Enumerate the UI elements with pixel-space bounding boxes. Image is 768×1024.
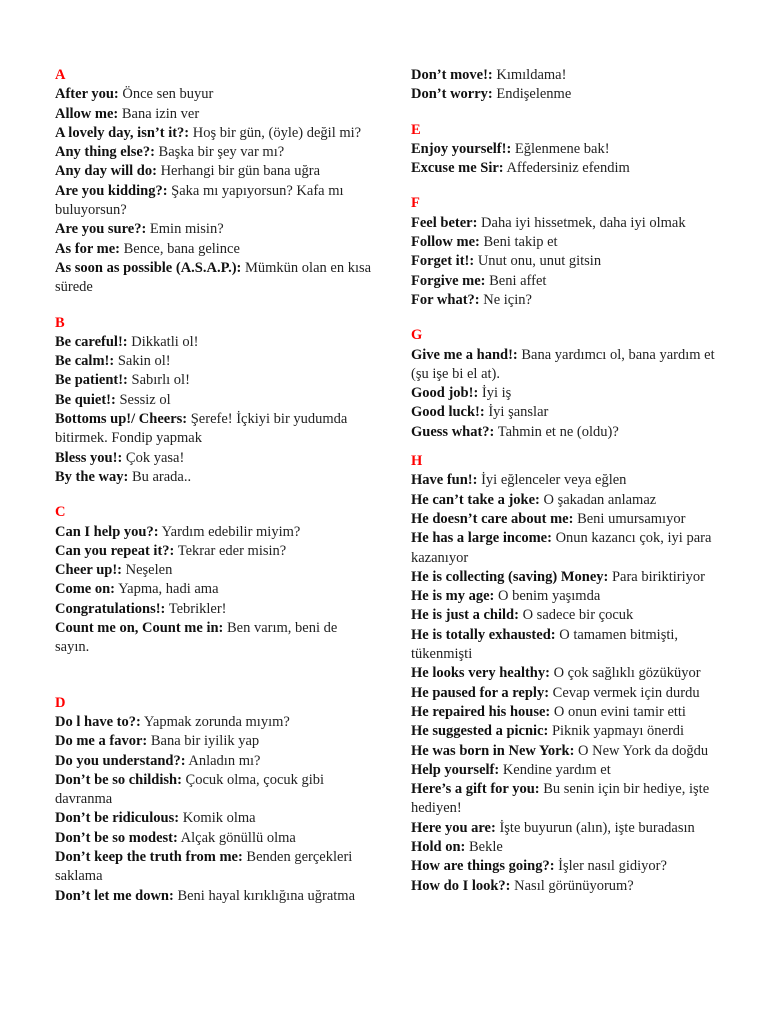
phrase-entry <box>55 162 375 181</box>
turkish-meaning: Bekle <box>469 838 503 855</box>
phrase-entry <box>411 423 731 442</box>
phrase-entry <box>411 66 731 85</box>
english-phrase: Be quiet!: <box>55 391 116 408</box>
phrase-entry <box>411 291 731 310</box>
english-phrase: Count me on, Count me in: <box>55 620 224 637</box>
phrase-entry <box>55 105 375 124</box>
turkish-meaning: İyi iş <box>481 385 512 402</box>
phrase-entry <box>55 523 375 542</box>
english-phrase: Don’t be ridiculous: <box>55 810 180 827</box>
english-phrase: Be calm!: <box>55 353 115 370</box>
turkish-meaning: Ben varım, beni de sayın. <box>55 620 338 656</box>
english-phrase: Hold on: <box>411 838 466 855</box>
english-phrase: Do l have to?: <box>55 713 141 730</box>
turkish-meaning: İyi şanslar <box>488 404 549 421</box>
phrase-entry <box>411 606 731 625</box>
turkish-meaning: Mümkün olan en kısa sürede <box>55 259 372 296</box>
turkish-meaning: Çocuk olma, çocuk gibi davranma <box>55 771 325 808</box>
english-phrase: Are you sure?: <box>55 221 147 238</box>
english-phrase: He looks very healthy: <box>411 665 550 682</box>
phrase-entry <box>55 143 375 162</box>
english-phrase: Don’t let me down: <box>55 887 174 904</box>
section-d <box>55 694 375 906</box>
turkish-meaning: Hoş bir gün, (öyle) değil mi? <box>192 124 362 141</box>
english-phrase: Good luck!: <box>411 404 485 421</box>
section-letter: F <box>411 195 420 212</box>
turkish-meaning: Önce sen buyur <box>122 86 214 103</box>
turkish-meaning: Anladın mı? <box>188 752 261 769</box>
turkish-meaning: Beni affet <box>489 272 547 289</box>
turkish-meaning: Nasıl görünüyorum? <box>514 877 634 894</box>
turkish-meaning: Para biriktiriyor <box>611 568 705 585</box>
english-phrase: Cheer up!: <box>55 562 122 579</box>
phrase-entry <box>411 85 731 104</box>
turkish-meaning: O onun evini tamir etti <box>553 703 686 720</box>
english-phrase: Congratulations!: <box>55 600 166 617</box>
phrase-entry <box>55 333 375 352</box>
phrase-entry <box>411 384 731 403</box>
english-phrase: He is collecting (saving) Money: <box>411 568 609 585</box>
phrase-entry <box>411 272 731 291</box>
turkish-meaning: Sessiz ol <box>119 391 171 408</box>
english-phrase: Enjoy yourself!: <box>411 140 512 157</box>
left-column <box>55 66 375 906</box>
phrase-entry <box>55 85 375 104</box>
phrase-entry <box>55 732 375 751</box>
section-letter: A <box>55 67 66 83</box>
section-h <box>411 452 731 896</box>
phrase-entry <box>411 159 731 178</box>
english-phrase: Excuse me Sir: <box>411 160 504 177</box>
turkish-meaning: Bana izin ver <box>121 105 200 122</box>
english-phrase: Can I help you?: <box>55 523 159 540</box>
turkish-meaning: Piknik yapmayı önerdi <box>551 723 685 740</box>
turkish-meaning: Emin misin? <box>149 221 224 238</box>
turkish-meaning: Bence, bana gelince <box>123 240 240 257</box>
phrase-entry <box>55 619 375 658</box>
phrase-entry <box>55 410 375 449</box>
section-continued <box>411 66 731 105</box>
turkish-meaning: O New York da doğdu <box>578 742 709 759</box>
phrase-entry <box>55 600 375 619</box>
turkish-meaning: Kımıldama! <box>496 67 567 83</box>
turkish-meaning: Ne için? <box>483 291 532 308</box>
phrase-entry <box>411 626 731 665</box>
turkish-meaning: Beni takip et <box>483 234 558 251</box>
phrase-entry <box>55 561 375 580</box>
phrase-entry <box>411 346 731 385</box>
section-letter: B <box>55 314 65 331</box>
english-phrase: Any day will do: <box>55 163 157 180</box>
phrase-entry <box>411 780 731 819</box>
turkish-meaning: Bu senin için bir hediye, işte hediyen! <box>411 781 710 817</box>
english-phrase: Bless you!: <box>55 449 123 466</box>
section-letter: E <box>411 121 421 138</box>
english-phrase: Be patient!: <box>55 372 128 389</box>
turkish-meaning: Tekrar eder misin? <box>177 542 287 559</box>
phrase-entry <box>55 240 375 259</box>
turkish-meaning: Benden gerçekleri saklama <box>55 848 353 885</box>
phrase-entry <box>411 684 731 703</box>
phrase-entry <box>411 664 731 683</box>
english-phrase: For what?: <box>411 291 480 308</box>
english-phrase: Guess what?: <box>411 423 495 440</box>
english-phrase: Don’t keep the truth from me: <box>55 848 243 865</box>
english-phrase: Help yourself: <box>411 761 500 778</box>
phrase-entry <box>411 587 731 606</box>
english-phrase: He doesn’t care about me: <box>411 510 574 527</box>
turkish-meaning: O çok sağlıklı gözüküyor <box>553 665 701 682</box>
phrase-entry <box>55 580 375 599</box>
phrase-entry <box>55 809 375 828</box>
turkish-meaning: Endişelenme <box>496 86 572 103</box>
english-phrase: As soon as possible (A.S.A.P.): <box>55 259 242 276</box>
phrase-entry <box>411 857 731 876</box>
section-letter: D <box>55 694 66 711</box>
turkish-meaning: İşte buyurun (alın), işte buradasın <box>499 819 695 836</box>
turkish-meaning: O şakadan anlamaz <box>543 491 657 508</box>
section-a <box>55 66 375 298</box>
english-phrase: He has a large income: <box>411 530 552 547</box>
turkish-meaning: Çok yasa! <box>125 449 185 466</box>
turkish-meaning: Neşelen <box>125 562 173 579</box>
english-phrase: He was born in New York: <box>411 742 575 759</box>
phrase-entry <box>55 259 375 298</box>
phrase-entry <box>411 703 731 722</box>
turkish-meaning: Bana bir iyilik yap <box>150 733 260 750</box>
english-phrase: By the way: <box>55 468 129 485</box>
phrase-entry <box>55 468 375 487</box>
phrase-entry <box>55 182 375 221</box>
english-phrase: Follow me: <box>411 234 480 251</box>
phrase-entry <box>55 449 375 468</box>
turkish-meaning: Yapmak zorunda mıyım? <box>143 713 290 730</box>
english-phrase: Come on: <box>55 581 116 598</box>
english-phrase: He suggested a picnic: <box>411 723 549 740</box>
english-phrase: Don’t worry: <box>411 86 493 103</box>
english-phrase: Have fun!: <box>411 472 478 489</box>
phrase-entry <box>55 829 375 848</box>
english-phrase: Here you are: <box>411 819 496 836</box>
phrase-entry <box>411 819 731 838</box>
english-phrase: He paused for a reply: <box>411 684 550 701</box>
turkish-meaning: Tebrikler! <box>168 600 227 617</box>
phrase-entry <box>411 722 731 741</box>
english-phrase: Do you understand?: <box>55 752 186 769</box>
turkish-meaning: İşler nasıl gidiyor? <box>558 858 667 875</box>
english-phrase: Do me a favor: <box>55 733 148 750</box>
turkish-meaning: Onun kazancı çok, iyi para kazanıyor <box>411 530 712 566</box>
turkish-meaning: O benim yaşımda <box>497 588 601 605</box>
phrase-entry <box>411 742 731 761</box>
english-phrase: Are you kidding?: <box>55 182 168 199</box>
english-phrase: As for me: <box>55 240 120 257</box>
phrase-entry <box>55 124 375 143</box>
turkish-meaning: Herhangi bir gün bana uğra <box>160 163 321 180</box>
english-phrase: He is my age: <box>411 588 495 605</box>
turkish-meaning: Affedersiniz efendim <box>506 160 630 177</box>
turkish-meaning: Alçak gönüllü olma <box>180 829 296 846</box>
english-phrase: Give me a hand!: <box>411 346 518 363</box>
turkish-meaning: Beni hayal kırıklığına uğratma <box>177 887 356 904</box>
section-e <box>411 121 731 179</box>
turkish-meaning: Eğlenmene bak! <box>514 140 610 157</box>
turkish-meaning: O tamamen bitmişti, tükenmişti <box>411 626 679 663</box>
phrase-entry <box>411 233 731 252</box>
section-g <box>411 326 731 442</box>
phrase-entry <box>411 529 731 568</box>
turkish-meaning: Yardım edebilir miyim? <box>161 523 301 540</box>
turkish-meaning: Kendine yardım et <box>502 761 611 778</box>
phrase-entry <box>55 713 375 732</box>
english-phrase: Forget it!: <box>411 253 475 270</box>
phrase-entry <box>55 848 375 887</box>
english-phrase: He is just a child: <box>411 607 519 624</box>
english-phrase: Be careful!: <box>55 333 128 350</box>
turkish-meaning: Yapma, hadi ama <box>118 581 219 598</box>
turkish-meaning: İyi eğlenceler veya eğlen <box>481 472 627 489</box>
english-phrase: Don’t be so childish: <box>55 771 182 788</box>
english-phrase: Don’t move!: <box>411 67 493 83</box>
section-letter: H <box>411 453 423 470</box>
english-phrase: He is totally exhausted: <box>411 626 556 643</box>
turkish-meaning: Şerefe! İçkiyi bir yudumda bitirmek. Fondip yapmak <box>55 411 348 447</box>
turkish-meaning: O sadece bir çocuk <box>522 607 634 624</box>
english-phrase: He repaired his house: <box>411 703 551 720</box>
turkish-meaning: Şaka mı yapıyorsun? Kafa mı buluyorsun? <box>55 182 344 219</box>
english-phrase: A lovely day, isn’t it?: <box>55 124 190 141</box>
phrase-entry <box>55 542 375 561</box>
phrase-entry <box>55 220 375 239</box>
phrase-entry <box>411 471 731 490</box>
turkish-meaning: Daha iyi hissetmek, daha iyi olmak <box>481 214 686 231</box>
phrase-entry <box>411 877 731 896</box>
phrase-entry <box>55 391 375 410</box>
turkish-meaning: Sakin ol! <box>117 353 171 370</box>
turkish-meaning: Dikkatli ol! <box>131 333 199 350</box>
phrase-entry <box>55 371 375 390</box>
section-letter: G <box>411 327 423 344</box>
phrase-entry <box>411 761 731 780</box>
section-c <box>55 503 375 657</box>
phrase-entry <box>55 352 375 371</box>
english-phrase: Bottoms up!/ Cheers: <box>55 411 188 428</box>
english-phrase: How do I look?: <box>411 877 511 894</box>
english-phrase: Don’t be so modest: <box>55 829 178 846</box>
turkish-meaning: Başka bir şey var mı? <box>158 144 285 161</box>
phrase-entry <box>411 491 731 510</box>
phrase-entry <box>55 752 375 771</box>
phrase-entry <box>411 510 731 529</box>
english-phrase: Here’s a gift for you: <box>411 781 540 798</box>
phrase-entry <box>411 403 731 422</box>
english-phrase: Forgive me: <box>411 272 486 289</box>
phrase-entry <box>411 140 731 159</box>
phrase-entry <box>55 887 375 906</box>
phrase-entry <box>411 252 731 271</box>
english-phrase: Allow me: <box>55 105 119 122</box>
english-phrase: Any thing else?: <box>55 144 155 161</box>
section-letter: C <box>55 504 66 521</box>
phrase-entry <box>411 568 731 587</box>
english-phrase: Good job!: <box>411 385 479 402</box>
turkish-meaning: Bana yardımcı ol, bana yardım et (şu işe bi el at). <box>411 346 715 382</box>
right-column <box>411 66 731 896</box>
english-phrase: Feel beter: <box>411 214 478 231</box>
phrase-entry <box>411 838 731 857</box>
turkish-meaning: Beni umursamıyor <box>577 510 686 527</box>
english-phrase: Can you repeat it?: <box>55 542 175 559</box>
turkish-meaning: Bu arada.. <box>131 468 192 485</box>
english-phrase: How are things going?: <box>411 858 555 875</box>
section-b <box>55 314 375 488</box>
phrase-entry <box>411 214 731 233</box>
turkish-meaning: Sabırlı ol! <box>131 372 190 389</box>
turkish-meaning: Cevap vermek için durdu <box>552 684 700 701</box>
english-phrase: After you: <box>55 86 119 103</box>
phrase-entry <box>55 771 375 810</box>
turkish-meaning: Unut onu, unut gitsin <box>477 253 602 270</box>
section-f <box>411 194 731 310</box>
turkish-meaning: Komik olma <box>182 810 256 827</box>
english-phrase: He can’t take a joke: <box>411 491 540 508</box>
turkish-meaning: Tahmin et ne (oldu)? <box>497 423 619 440</box>
